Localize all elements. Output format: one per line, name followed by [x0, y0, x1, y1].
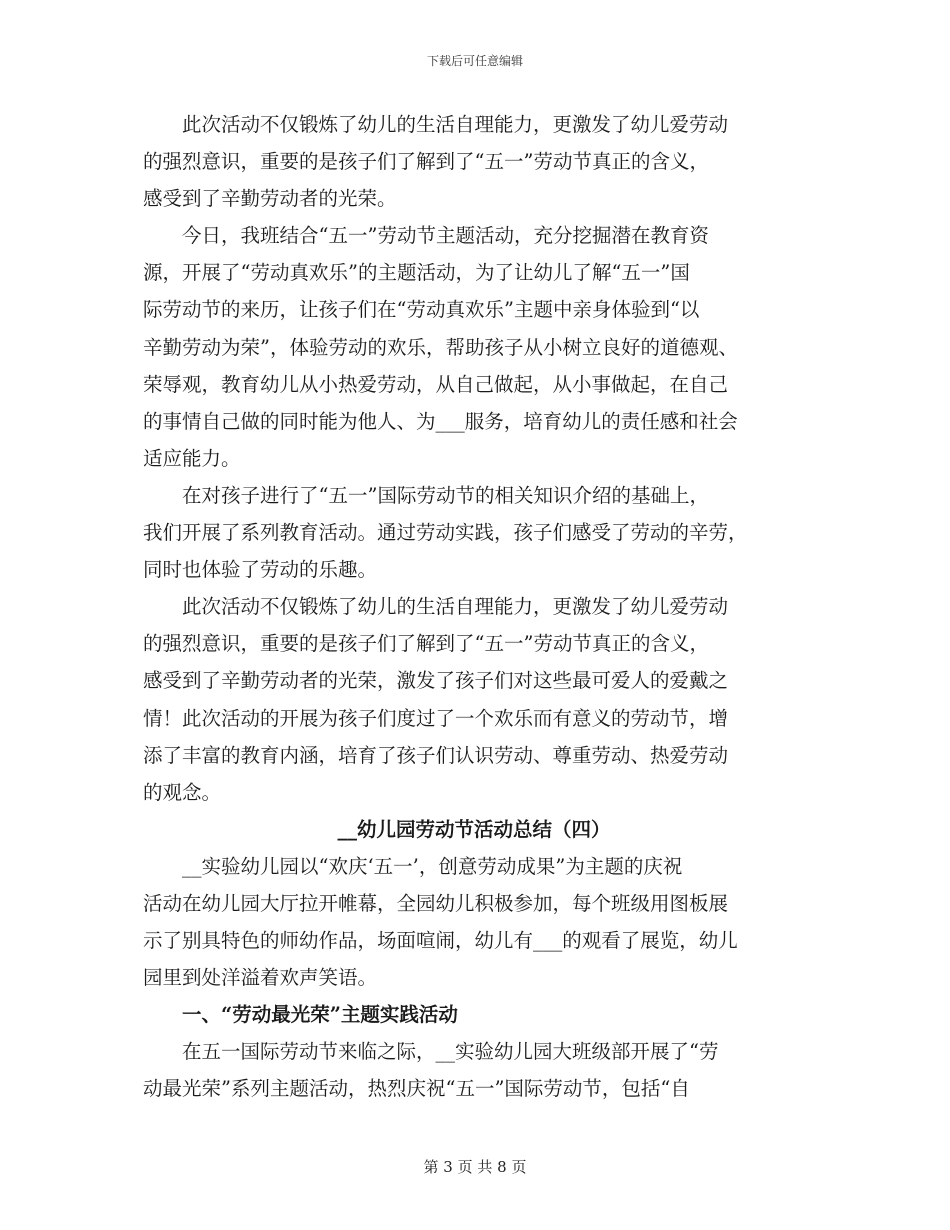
- text-line: 适应能力。: [143, 446, 241, 470]
- text-line: 此次活动不仅锻炼了幼儿的生活自理能力，更激发了幼儿爱劳动: [182, 595, 729, 619]
- text-line: 在对孩子进行了“五一”国际劳动节的相关知识介绍的基础上，: [182, 483, 709, 507]
- text-line: 感受到了辛勤劳动者的光荣。: [143, 187, 397, 211]
- last-paragraph: [143, 1033, 805, 1107]
- text-line: 我们开展了系列教育活动。通过劳动实践，孩子们感受了劳动的辛劳，: [143, 521, 748, 545]
- text-line: 的事情自己做的同时能为他人、为___服务，培育幼儿的责任感和社会: [143, 409, 738, 433]
- text-line: 此次活动不仅锻炼了幼儿的生活自理能力，更激发了幼儿爱劳动: [182, 113, 729, 136]
- text-line: 今日，我班结合“五一”劳动节主题活动，充分挖掘潜在教育资: [182, 224, 709, 248]
- text-line: 的强烈意识，重要的是孩子们了解到了“五一”劳动节真正的含义，: [143, 150, 709, 174]
- paragraph-2: [143, 217, 805, 477]
- text-line: 示了别具特色的师幼作品，场面喧闹，幼儿有___的观看了展览，幼儿: [143, 929, 738, 953]
- paragraph-1: [143, 106, 805, 217]
- text-line: 辛勤劳动为荣”，体验劳动的欢乐，帮助孩子从小树立良好的道德观、: [143, 335, 738, 359]
- text-line: 源，开展了“劳动真欢乐”的主题活动，为了让幼儿了解“五一”国: [143, 261, 690, 285]
- subheading: 一、“劳动最光荣”主题实践活动: [182, 1003, 458, 1027]
- text-line: 感受到了辛勤劳动者的光荣，激发了孩子们对这些最可爱人的爱戴之: [143, 669, 729, 693]
- paragraph-4: [143, 588, 805, 811]
- text-line: 的强烈意识，重要的是孩子们了解到了“五一”劳动节真正的含义，: [143, 632, 709, 656]
- text-line: 同时也体验了劳动的乐趣。: [143, 558, 378, 582]
- text-line: 添了丰富的教育内涵，培育了孩子们认识劳动、尊重劳动、热爱劳动: [143, 743, 729, 767]
- text-line: 园里到处洋溢着欢声笑语。: [143, 966, 378, 990]
- page-number: 第 3 页 共 8 页: [423, 1158, 527, 1176]
- text-line: 在五一国际劳动节来临之际，__实验幼儿园大班级部开展了“劳: [182, 1040, 719, 1064]
- text-line: 活动在幼儿园大厅拉开帷幕，全园幼儿积极参加，每个班级用图板展: [143, 891, 729, 915]
- text-line: __实验幼儿园以“欢庆‘五一’，创意劳动成果”为主题的庆祝: [182, 854, 683, 878]
- text-line: 的观念。: [143, 780, 222, 804]
- text-line: 情！此次活动的开展为孩子们度过了一个欢乐而有意义的劳动节，增: [143, 706, 729, 730]
- document-body: [143, 106, 805, 1108]
- text-line: 动最光荣”系列主题活动，热烈庆祝“五一”国际劳动节，包括“自: [143, 1077, 690, 1101]
- section-title: __幼儿园劳动节活动总结（四）: [337, 817, 611, 841]
- intro-paragraph: [143, 848, 805, 996]
- text-line: 荣辱观，教育幼儿从小热爱劳动，从自己做起，从小事做起，在自己: [143, 372, 729, 396]
- page-header-note: 下载后可任意编辑: [426, 54, 523, 68]
- paragraph-3: [143, 477, 805, 588]
- text-line: 际劳动节的来历，让孩子们在“劳动真欢乐”主题中亲身体验到“以: [143, 298, 700, 322]
